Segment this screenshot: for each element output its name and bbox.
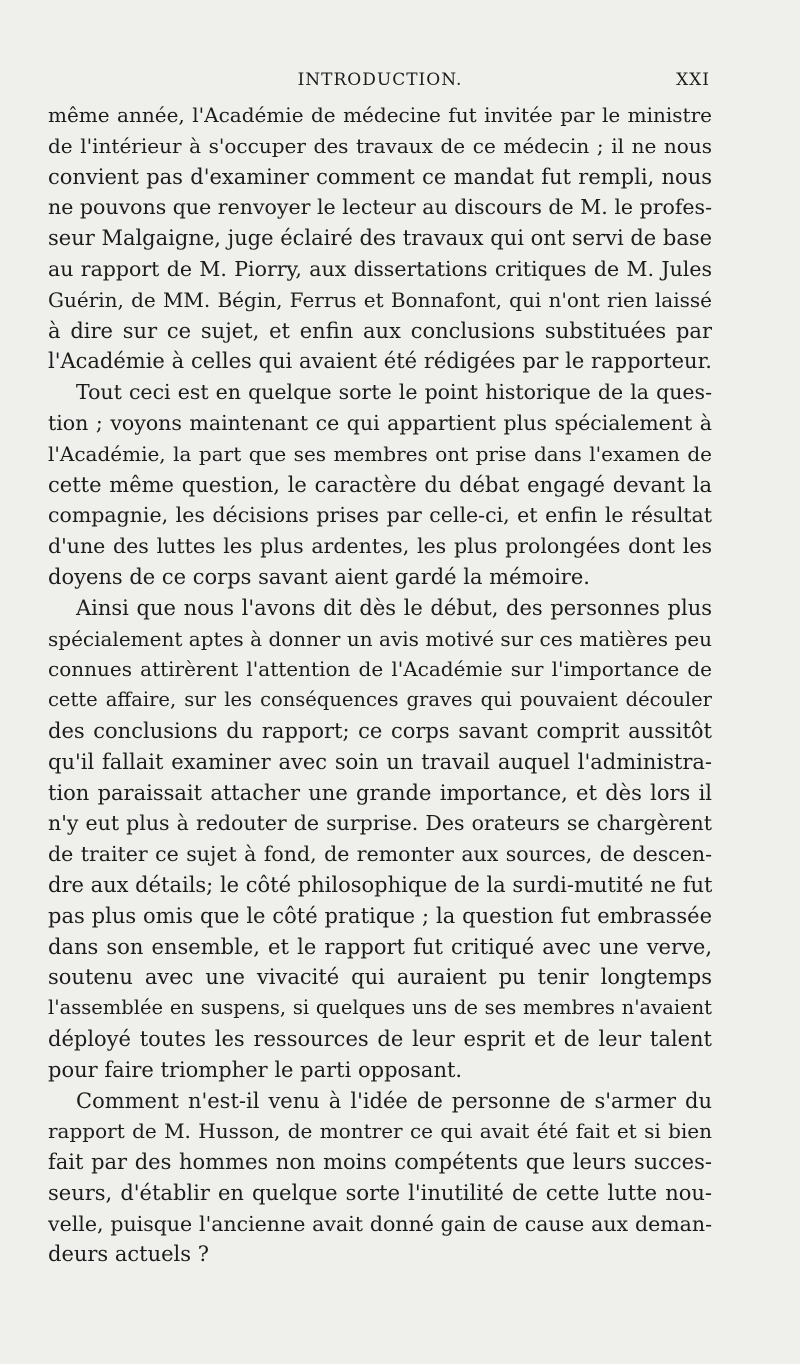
text-line: rapport de M. Husson, de montrer ce qui avait été fait et si bien — [48, 1119, 712, 1144]
text-line: spécialement aptes à donner un avis motivé sur ces matières peu — [48, 626, 712, 651]
text-line: n'y eut plus à redouter de surprise. Des orateurs se chargèrent — [48, 811, 712, 836]
text-line: d'une des luttes les plus ardentes, les plus prolongées dont les — [48, 534, 712, 559]
text-line: deurs actuels ? — [48, 1242, 209, 1267]
text-line: des conclusions du rapport; ce corps savant comprit aussitôt — [48, 718, 712, 743]
text-line: soutenu avec une vivacité qui auraient pu tenir longtemps — [48, 965, 712, 990]
text-line: de l'intérieur à s'occuper des travaux de ce médecin ; il ne nous — [48, 133, 712, 158]
text-line: cette même question, le caractère du débat engagé devant la — [48, 472, 712, 497]
text-line: déployé toutes les ressources de leur esprit et de leur talent — [48, 1026, 712, 1051]
body-text — [48, 100, 712, 1270]
text-line: au rapport de M. Piorry, aux dissertations critiques de M. Jules — [48, 256, 712, 281]
text-line: de traiter ce sujet à fond, de remonter aux sources, de descen- — [48, 842, 712, 867]
text-line: fait par des hommes non moins compétents que leurs succes- — [48, 1150, 712, 1175]
running-head-title: INTRODUCTION. — [297, 70, 463, 90]
text-line: l'Académie, la part que ses membres ont prise dans l'examen de — [48, 441, 712, 466]
text-line: velle, puisque l'ancienne avait donné gain de cause aux deman- — [48, 1211, 712, 1236]
text-line: l'Académie à celles qui avaient été rédigées par le rapporteur. — [48, 349, 712, 374]
text-line: pas plus omis que le côté pratique ; la question fut embrassée — [48, 903, 712, 928]
text-line: dre aux détails; le côté philosophique de la surdi-mutité ne fut — [48, 872, 712, 897]
text-line: Tout ceci est en quelque sorte le point historique de la ques- — [76, 380, 712, 405]
page-number: XXI — [676, 70, 710, 90]
text-line: doyens de ce corps savant aient gardé la mémoire. — [48, 564, 590, 589]
text-line: cette affaire, sur les conséquences graves qui pouvaient découler — [48, 688, 712, 712]
text-line: à dire sur ce sujet, et enfin aux conclusions substituées par — [48, 318, 712, 343]
text-line: seur Malgaigne, juge éclairé des travaux qui ont servi de base — [48, 226, 712, 251]
text-line: compagnie, les décisions prises par celle-ci, et enfin le résultat — [48, 503, 712, 528]
running-header — [50, 70, 710, 100]
text-line: même année, l'Académie de médecine fut invitée par le ministre — [48, 103, 712, 127]
text-line: Guérin, de MM. Bégin, Ferrus et Bonnafont, qui n'ont rien laissé — [48, 287, 712, 312]
text-line: qu'il fallait examiner avec soin un travail auquel l'administra- — [48, 749, 712, 774]
text-line: connues attirèrent l'attention de l'Académie sur l'importance de — [48, 657, 712, 682]
text-line: ne pouvons que renvoyer le lecteur au discours de M. le profes- — [48, 195, 712, 220]
text-line: Ainsi que nous l'avons dit dès le début, des personnes plus — [76, 595, 712, 620]
text-line: tion paraissait attacher une grande importance, et dès lors il — [48, 780, 712, 805]
text-line: pour faire triompher le parti opposant. — [48, 1057, 463, 1082]
text-line: convient pas d'examiner comment ce mandat fut rempli, nous — [48, 164, 712, 189]
text-line: seurs, d'établir en quelque sorte l'inutilité de cette lutte nou- — [48, 1180, 712, 1205]
text-line: tion ; voyons maintenant ce qui appartient plus spécialement à — [48, 410, 712, 435]
text-line: Comment n'est-il venu à l'idée de personne de s'armer du — [76, 1088, 712, 1113]
text-line: dans son ensemble, et le rapport fut critiqué avec une verve, — [48, 934, 712, 959]
text-line: l'assemblée en suspens, si quelques uns de ses membres n'avaient — [48, 996, 712, 1020]
